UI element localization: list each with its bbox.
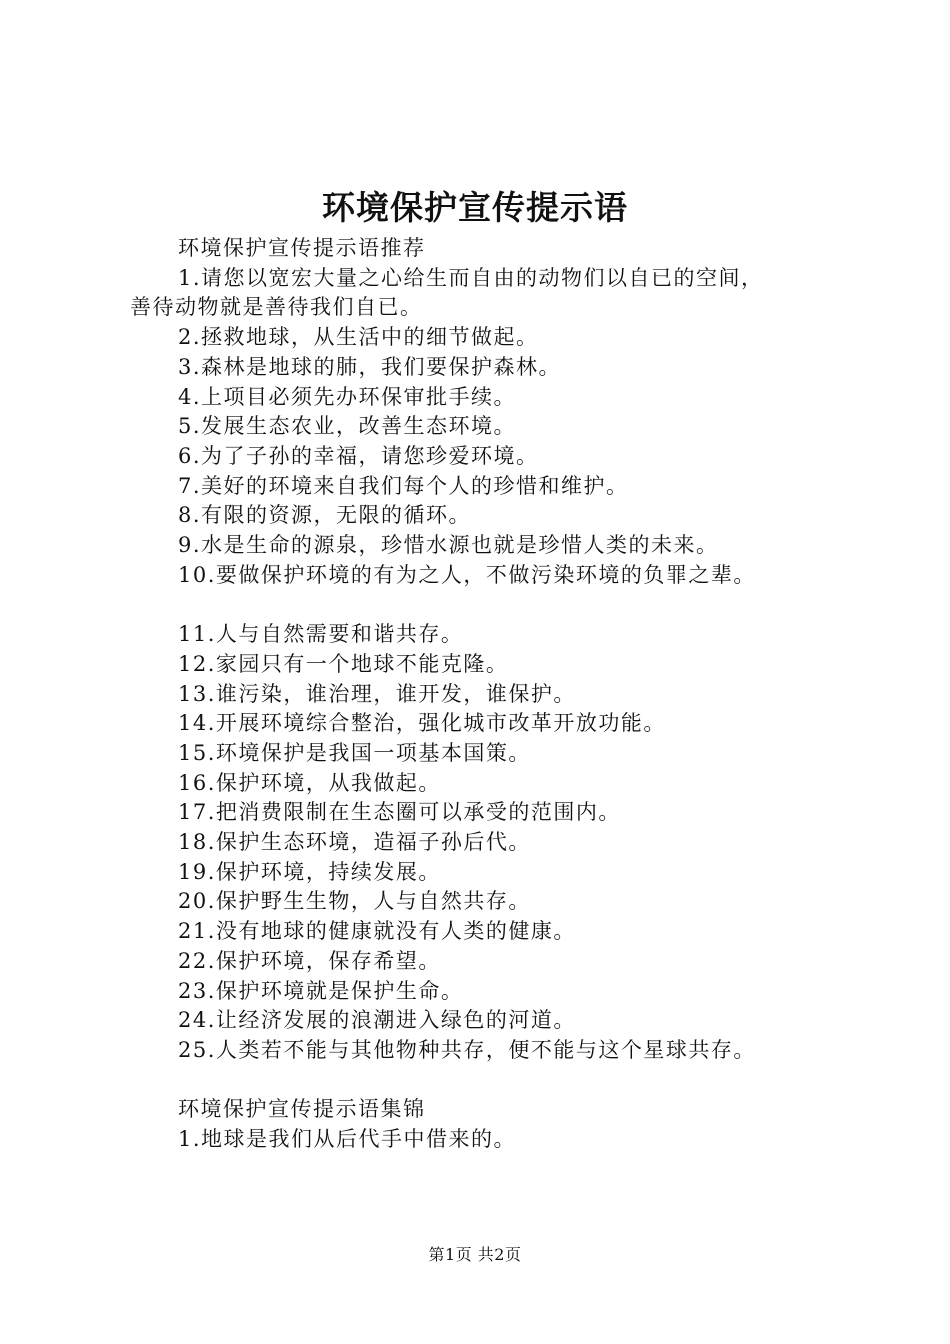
list-item: 14.开展环境综合整治，强化城市改革开放功能。 — [178, 711, 666, 736]
list-item: 12.家园只有一个地球不能克隆。 — [178, 651, 509, 676]
list-item: 10.要做保护环境的有为之人，不做污染环境的负罪之辈。 — [178, 562, 756, 587]
list-item: 20.保护野生生物，人与自然共存。 — [178, 889, 531, 914]
list-item: 23.保护环境就是保护生命。 — [178, 978, 464, 1003]
list-item: 8.有限的资源，无限的循环。 — [178, 503, 472, 528]
list-item: 24.让经济发展的浪潮进入绿色的河道。 — [178, 1008, 576, 1033]
list-item: 6.为了子孙的幸福，请您珍爱环境。 — [178, 443, 539, 468]
list-item: 22.保护环境，保存希望。 — [178, 948, 441, 973]
list-item: 18.保护生态环境，造福子孙后代。 — [178, 830, 531, 855]
list-item: 19.保护环境，持续发展。 — [178, 859, 441, 884]
document-body — [130, 234, 850, 1155]
list-item: 3.森林是地球的肺，我们要保护森林。 — [178, 354, 562, 379]
list-item: 13.谁污染，谁治理，谁开发，谁保护。 — [178, 681, 576, 706]
list-item: 5.发展生态农业，改善生态环境。 — [178, 414, 517, 439]
list-item: 15.环境保护是我国一项基本国策。 — [178, 740, 531, 765]
list-item: 4.上项目必须先办环保审批手续。 — [178, 384, 517, 409]
list-item: 9.水是生命的源泉，珍惜水源也就是珍惜人类的未来。 — [178, 533, 719, 558]
paragraph-spacer — [130, 1066, 850, 1096]
list-item: 7.美好的环境来自我们每个人的珍惜和维护。 — [178, 473, 629, 498]
list-item: 16.保护环境，从我做起。 — [178, 770, 441, 795]
list-item-1-line1: 1.请您以宽宏大量之心给生而自由的动物们以自已的空间， — [178, 265, 764, 290]
list-item: 25.人类若不能与其他物种共存，便不能与这个星球共存。 — [178, 1037, 756, 1062]
section-heading-recommend: 环境保护宣传提示语推荐 — [178, 236, 426, 260]
page-number-footer: 第1页 共2页 — [428, 1245, 522, 1264]
section-heading-collection: 环境保护宣传提示语集锦 — [178, 1097, 426, 1122]
list-item: 2.拯救地球，从生活中的细节做起。 — [178, 325, 539, 350]
list-item: 21.没有地球的健康就没有人类的健康。 — [178, 919, 576, 944]
document-title: 环境保护宣传提示语 — [322, 188, 628, 227]
list-item-1-line2: 善待动物就是善待我们自已。 — [130, 295, 423, 320]
paragraph-spacer — [130, 590, 850, 620]
list-item: 17.把消费限制在生态圈可以承受的范围内。 — [178, 800, 621, 825]
list-item: 11.人与自然需要和谐共存。 — [178, 622, 464, 647]
list-item: 1.地球是我们从后代手中借来的。 — [178, 1127, 517, 1152]
